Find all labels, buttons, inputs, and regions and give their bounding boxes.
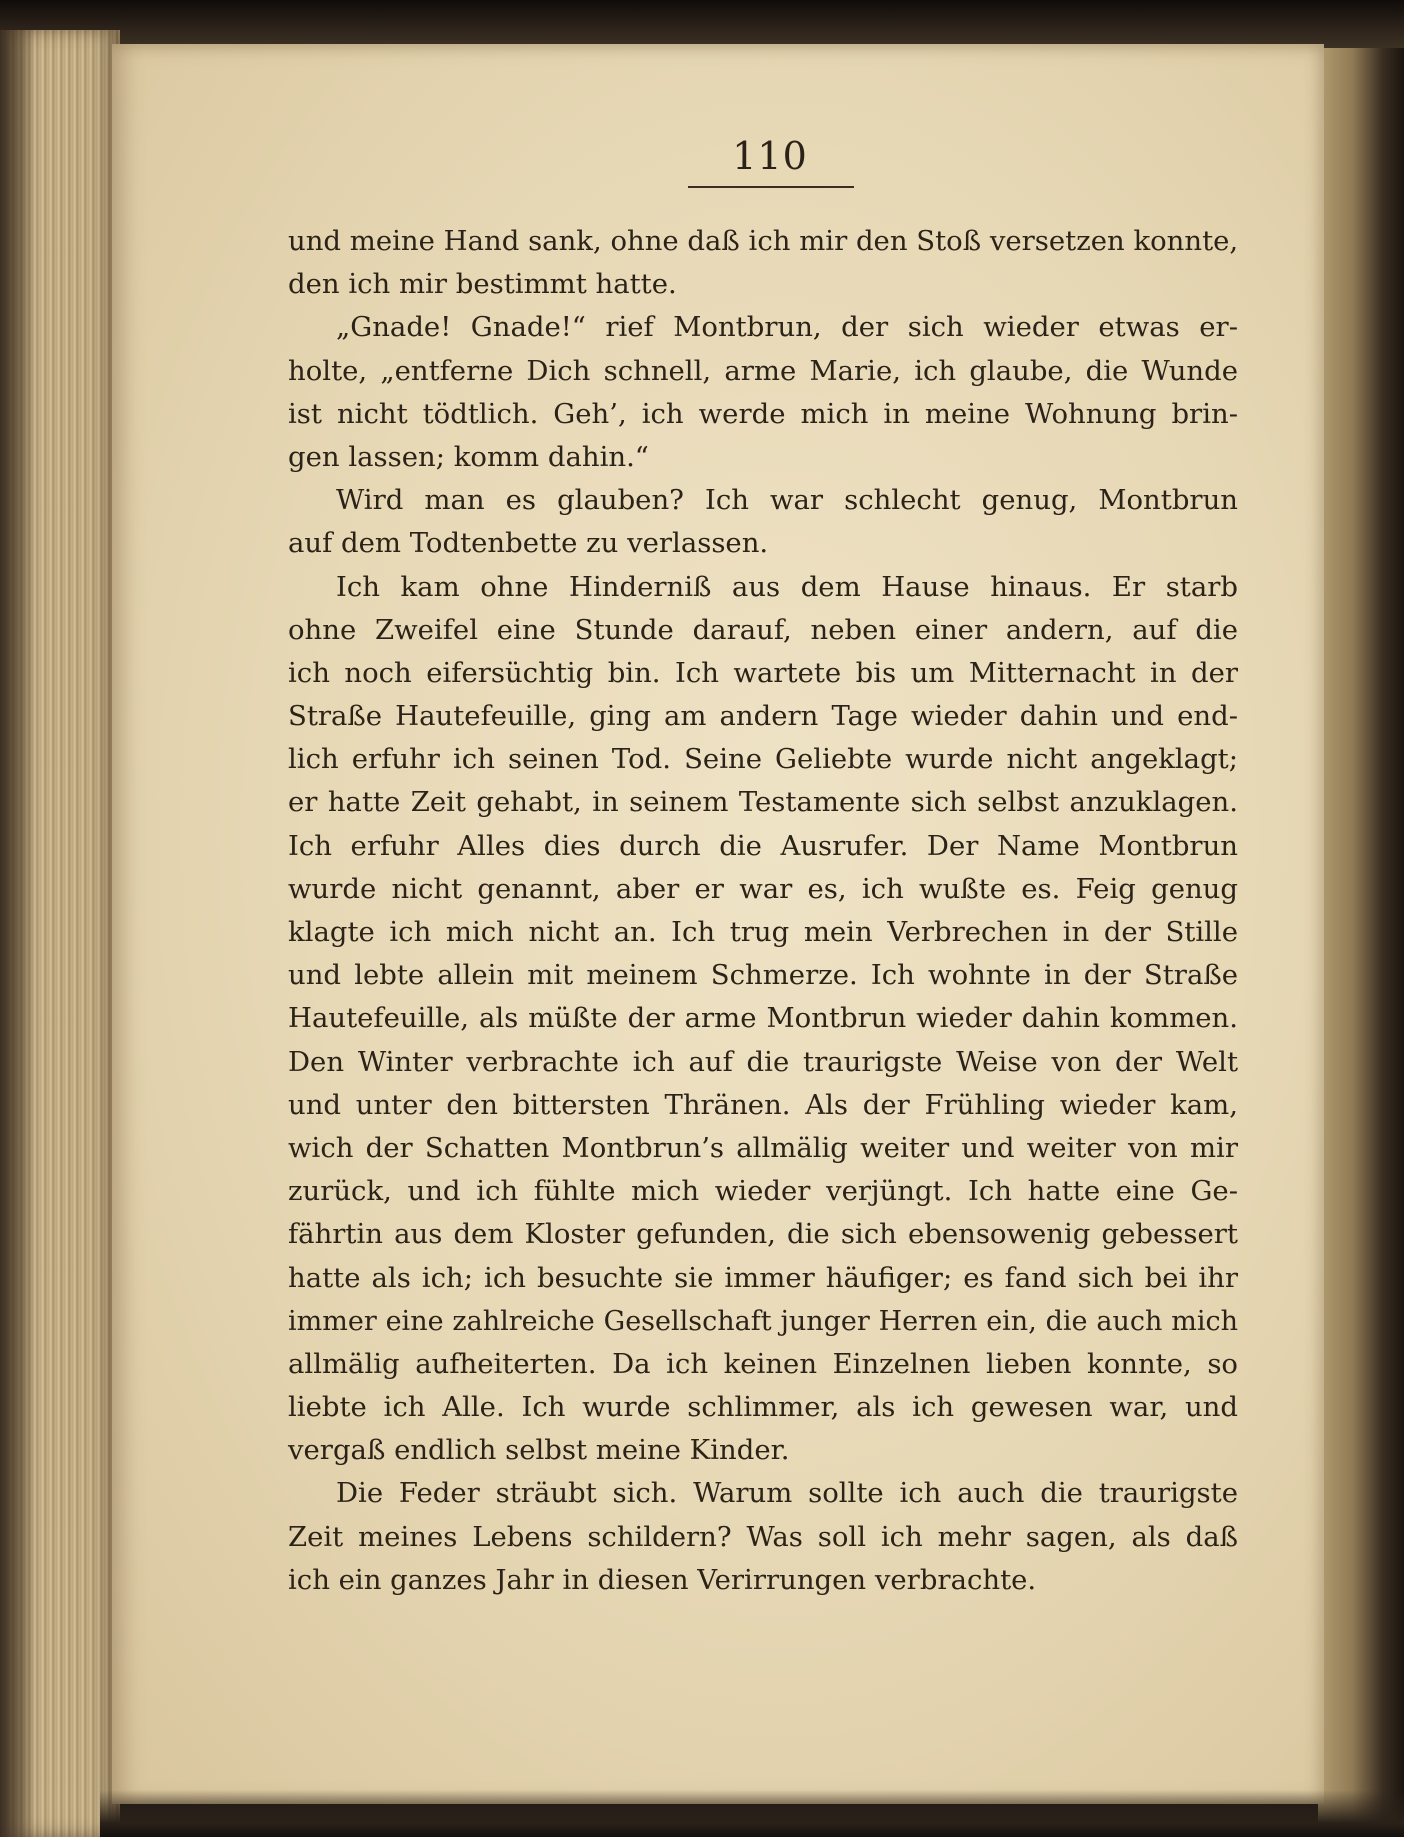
text-line: er hatte Zeit gehabt, in seinem Testamente sich selbst anzuklagen. [288,786,1238,819]
text-line: Zeit meines Lebens schildern? Was soll ich mehr sagen, als daß [288,1520,1238,1553]
text-line: und unter den bittersten Thränen. Als der Frühling wieder kam, [288,1088,1238,1121]
top-edge [0,0,1404,48]
text-line: lich erfuhr ich seinen Tod. Seine Geliebte wurde nicht angeklagt; [288,743,1238,776]
text-line: Hautefeuille, als müßte der arme Montbrun wieder dahin kommen. [288,1002,1238,1035]
text-line: hatte als ich; ich besuchte sie immer häufiger; es fand sich bei ihr [288,1261,1238,1294]
text-line: Straße Hautefeuille, ging am andern Tage wieder dahin und end- [288,700,1238,733]
text-line: Den Winter verbrachte ich auf die traurigste Weise von der Welt [288,1045,1238,1078]
bottom-edge [100,1790,1404,1837]
text-line: zurück, und ich fühlte mich wieder verjüngt. Ich hatte eine Ge- [288,1175,1238,1208]
text-line: vergaß endlich selbst meine Kinder. [288,1434,790,1467]
text-line: liebte ich Alle. Ich wurde schlimmer, als ich gewesen war, und [288,1391,1238,1424]
text-line: ist nicht tödtlich. Geh’, ich werde mich in meine Wohnung brin- [288,397,1238,430]
page-number-rule [688,186,854,188]
text-line: ich noch eifersüchtig bin. Ich wartete bis um Mitternacht in der [288,656,1238,689]
text-line: gen lassen; komm dahin.“ [288,440,649,473]
text-line: ich ein ganzes Jahr in diesen Verirrungen verbrachte. [288,1563,1037,1596]
text-line: und lebte allein mit meinem Schmerze. Ich wohnte in der Straße [288,959,1238,992]
text-line: auf dem Todtenbette zu verlassen. [288,527,769,560]
text-line: wurde nicht genannt, aber er war es, ich wußte es. Feig genug [288,872,1238,905]
text-line: den ich mir bestimmt hatte. [288,268,677,301]
text-line: Wird man es glauben? Ich war schlecht genug, Montbrun [336,484,1238,517]
right-gutter [1318,48,1404,1837]
text-line: fährtin aus dem Kloster gefunden, die sich ebensowenig gebessert [288,1218,1238,1251]
body-text [288,220,1238,1602]
text-line: Die Feder sträubt sich. Warum sollte ich auch die traurigste [336,1477,1238,1510]
text-line: „Gnade! Gnade!“ rief Montbrun, der sich wieder etwas er- [336,311,1238,344]
page-number: 110 [732,134,808,178]
spine-shadow [0,30,36,1837]
text-line: Ich erfuhr Alles dies durch die Ausrufer. Der Name Montbrun [288,829,1238,862]
text-line: Ich kam ohne Hinderniß aus dem Hause hinaus. Er starb [336,570,1238,603]
text-line: wich der Schatten Montbrun’s allmälig weiter und weiter von mir [288,1131,1238,1164]
text-line: immer eine zahlreiche Gesellschaft junger Herren ein, die auch mich [288,1305,1238,1337]
text-line: ohne Zweifel eine Stunde darauf, neben einer andern, auf die [288,613,1238,646]
text-line: und meine Hand sank, ohne daß ich mir den Stoß versetzen konnte, [288,225,1239,257]
text-line: klagte ich mich nicht an. Ich trug mein Verbrechen in der Stille [288,916,1238,948]
text-line: allmälig aufheiterten. Da ich keinen Einzelnen lieben konnte, so [288,1347,1238,1380]
text-line: holte, „entferne Dich schnell, arme Marie, ich glaube, die Wunde [288,354,1238,387]
